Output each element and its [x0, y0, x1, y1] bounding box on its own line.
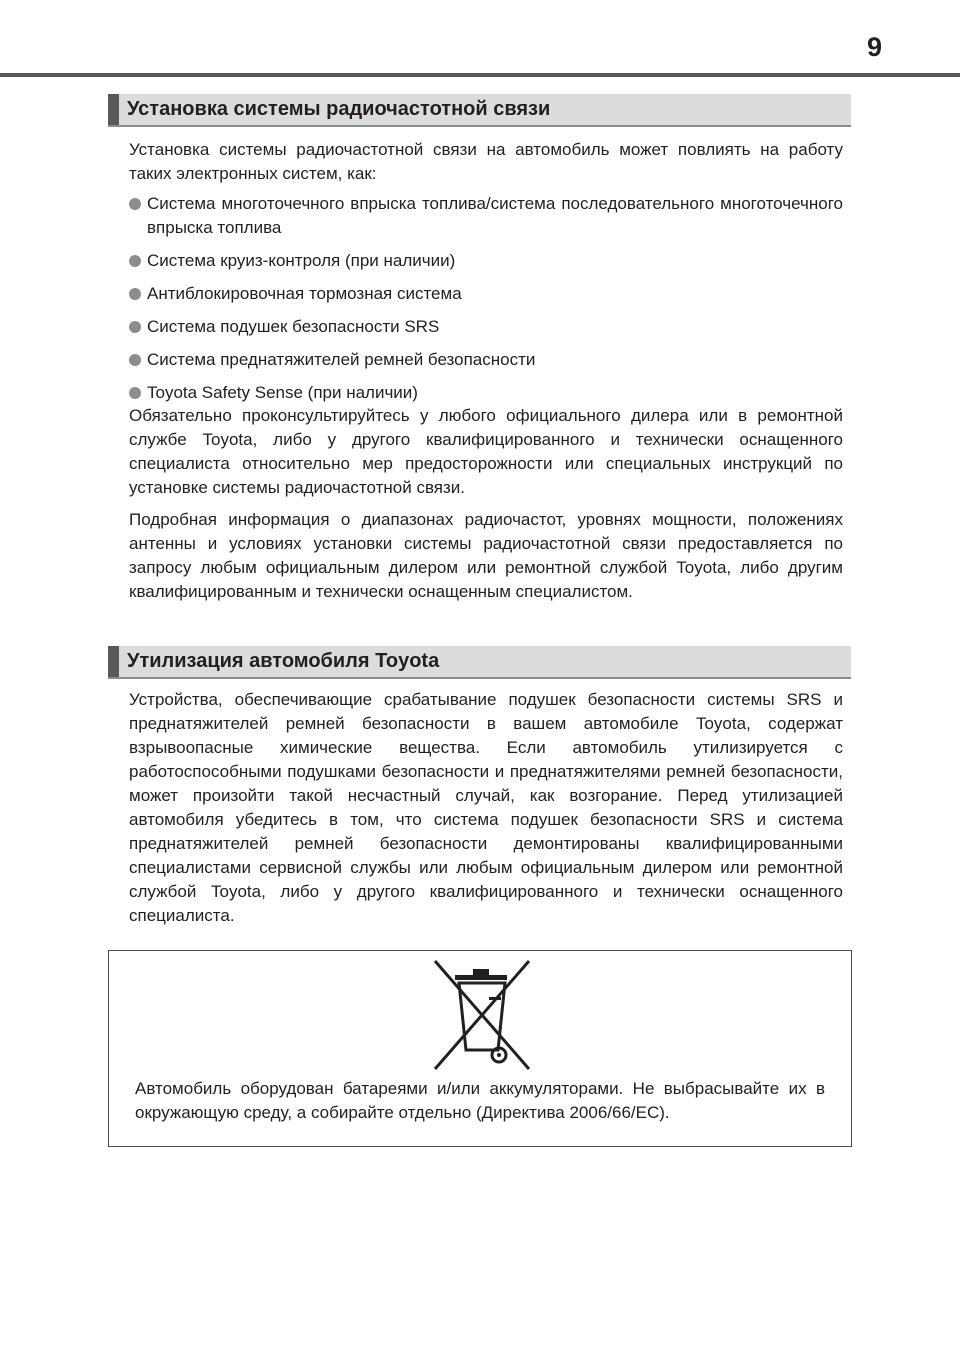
list-item: Система преднатяжителей ремней безопасности	[129, 348, 843, 372]
page-number: 9	[866, 32, 882, 62]
bullet-icon	[129, 255, 141, 267]
list-item: Toyota Safety Sense (при наличии)	[129, 381, 843, 405]
list-item: Антиблокировочная тормозная система	[129, 282, 843, 306]
notice-text: Автомобиль оборудован батареями и/или аккумуляторами. Не выбрасывайте их в окружающую среду, а собирайте отдельно (Директива 2006/66/EC).	[135, 1079, 825, 1122]
dealer-advice-paragraph: Обязательно проконсультируйтесь у любого официального дилера или в ремонтной службе Toyota, либо у другого квалифицированного и технически оснащенного специалиста относительно мер предосторожности или специальных инструкций по установке системы радиочастотной связи.	[129, 406, 843, 497]
intro-paragraph: Установка системы радиочастотной связи на автомобиль может повлиять на работу таких электронных систем, как:	[129, 140, 843, 183]
section-title: Установка системы радиочастотной связи	[127, 98, 551, 120]
list-item: Система многоточечного впрыска топлива/система последовательного многоточечного впрыска топлива	[129, 192, 843, 240]
bullet-icon	[129, 354, 141, 366]
disposal-paragraph: Устройства, обеспечивающие срабатывание подушек безопасности системы SRS и преднатяжителей ремней безопасности в вашем автомобиле Toyota, содержат взрывоопасные химические вещества. Если автомобиль утилизируется с работоспособными подушками безопасности и преднатяжителями ремней безопасности, может произойти такой несчастный случай, как возгорание. Перед утилизацией автомобиля убедитесь в том, что система подушек безопасности SRS и система преднатяжителей ремней безопасности демонтированы квалифицированными специалистами сервисной службы или любым официальным дилером или ремонтной службой Toyota, либо у другого квалифицированного и технически оснащенного специалиста.	[129, 690, 843, 925]
section-header-rf-install	[108, 94, 851, 127]
dealer-advice-block	[129, 404, 843, 500]
section-header-disposal	[108, 646, 851, 679]
bullet-icon	[129, 321, 141, 333]
list-item: Система круиз-контроля (при наличии)	[129, 249, 843, 273]
frequency-info-paragraph: Подробная информация о диапазонах радиочастот, уровнях мощности, положениях антенны и условиях установки системы радиочастотной связи предоставляется по запросу любым официальным дилером или ремонтной службой Toyota, либо другим квалифицированным и технически оснащенным специалистом.	[129, 510, 843, 601]
bullet-icon	[129, 288, 141, 300]
intro-block	[129, 138, 843, 186]
disposal-block	[129, 688, 843, 928]
bullet-icon	[129, 387, 141, 399]
frequency-info-block	[129, 508, 843, 604]
list-item: Система подушек безопасности SRS	[129, 315, 843, 339]
section-header-accent	[108, 646, 119, 677]
top-rule	[0, 73, 960, 77]
bullet-icon	[129, 198, 141, 210]
section-title: Утилизация автомобиля Toyota	[127, 650, 440, 672]
affected-systems-list	[129, 192, 843, 405]
section-header-accent	[108, 94, 119, 125]
battery-disposal-notice	[108, 950, 852, 1147]
crossed-out-wheelie-bin-icon	[427, 957, 537, 1073]
